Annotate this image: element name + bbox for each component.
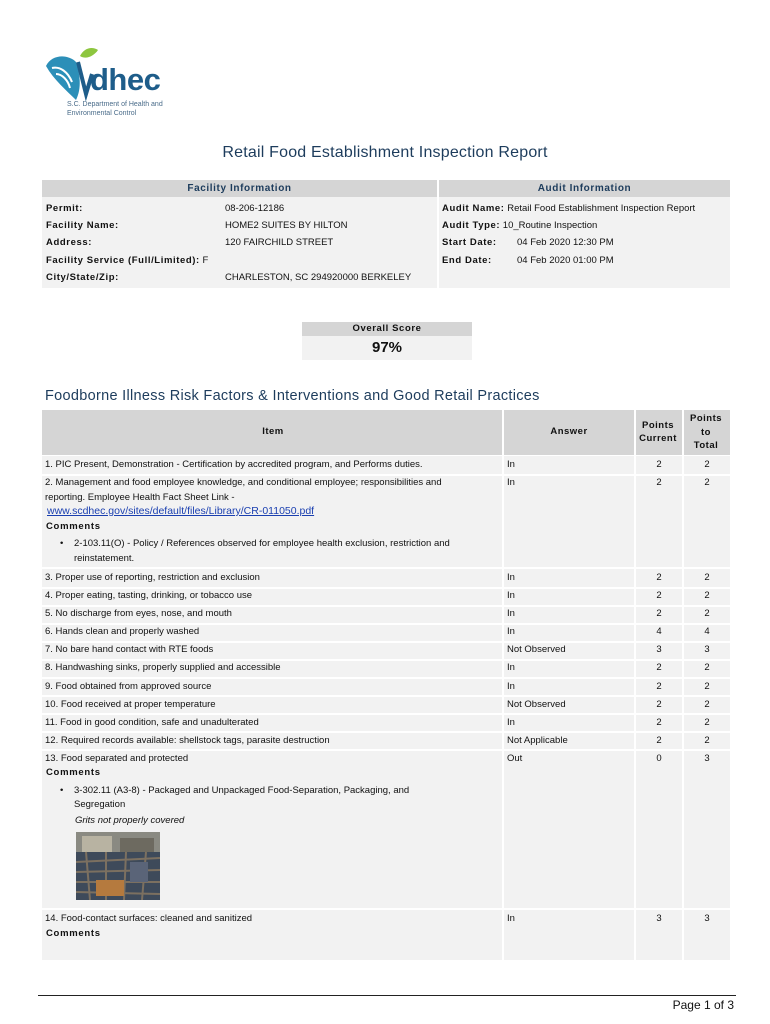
audit-name-row: Audit Name: Retail Food Establishment Inspection Report — [442, 203, 696, 214]
table-row-3-answer: In — [507, 572, 515, 583]
table-row-6-answer: In — [507, 626, 515, 637]
table-row-14-answer: In — [507, 913, 515, 924]
table-row-2-current: 2 — [656, 477, 662, 488]
row-13-comments-label: Comments — [46, 767, 101, 778]
overall-score-box — [302, 322, 472, 360]
row-14-comments-label: Comments — [46, 928, 101, 939]
table-row-2-answer: In — [507, 477, 515, 488]
table-row-10-current: 2 — [656, 699, 662, 710]
table-row-5-current: 2 — [656, 608, 662, 619]
audit-info-header: Audit Information — [439, 180, 730, 197]
facility-service-row: Facility Service (Full/Limited): F — [46, 255, 209, 266]
table-row-12-answer: Not Applicable — [507, 735, 568, 746]
table-row-2-total: 2 — [704, 477, 710, 488]
table-row-14-item: 14. Food-contact surfaces: cleaned and sanitized — [45, 913, 253, 924]
table-row-6-total: 4 — [704, 626, 710, 637]
item-column-header: Item — [262, 426, 284, 437]
audit-type-row: Audit Type: 10_Routine Inspection — [442, 220, 598, 231]
row-13-note: Grits not properly covered — [75, 815, 185, 826]
table-row-9-total: 2 — [704, 681, 710, 692]
city-state-zip-value: CHARLESTON, SC 294920000 BERKELEY — [225, 272, 412, 283]
table-row-14-total: 3 — [704, 913, 710, 924]
address-value: 120 FAIRCHILD STREET — [225, 237, 334, 248]
logo-subtitle: S.C. Department of Health and Environmental Control — [67, 101, 163, 117]
table-row-2-item: 2. Management and food employee knowledge, and conditional employee; responsibilities and reporting. Employee Health Fact Sheet Link - — [45, 477, 442, 503]
table-row-3-current: 2 — [656, 572, 662, 583]
table-row-1-total: 2 — [704, 459, 710, 470]
employee-health-fact-sheet-link[interactable]: www.scdhec.gov/sites/default/files/Library/CR-011050.pdf — [47, 505, 315, 517]
answer-column-header: Answer — [550, 426, 588, 437]
address-label: Address: — [46, 237, 92, 248]
end-date-label: End Date: — [442, 255, 492, 266]
table-row-4-item: 4. Proper eating, tasting, drinking, or tobacco use — [45, 590, 253, 601]
table-row-1-current: 2 — [656, 459, 662, 470]
table-row-12-total: 2 — [704, 735, 710, 746]
table-row-12-current: 2 — [656, 735, 662, 746]
table-row-4-total: 2 — [704, 590, 710, 601]
table-row-5-item: 5. No discharge from eyes, nose, and mouth — [45, 608, 232, 619]
table-row-9-answer: In — [507, 681, 515, 692]
permit-value: 08-206-12186 — [225, 203, 285, 214]
table-row-11-current: 2 — [656, 717, 662, 728]
table-row-1-item: 1. PIC Present, Demonstration - Certification by accredited program, and Performs duties. — [45, 459, 423, 470]
table-row-9-item: 9. Food obtained from approved source — [45, 681, 212, 692]
facility-name-label: Facility Name: — [46, 220, 119, 231]
table-row-10-total: 2 — [704, 699, 710, 710]
section-title: Foodborne Illness Risk Factors & Interventions and Good Retail Practices — [45, 388, 540, 404]
facility-name-value: HOME2 SUITES BY HILTON — [225, 220, 348, 231]
footer-divider — [38, 995, 736, 996]
table-row-5-total: 2 — [704, 608, 710, 619]
table-row-8-total: 2 — [704, 662, 710, 673]
info-panel — [42, 180, 730, 288]
city-state-zip-label: City/State/Zip: — [46, 272, 119, 283]
table-row-13-answer: Out — [507, 753, 523, 764]
points-total-header: Points to Total — [689, 413, 723, 451]
table-row-1-answer: In — [507, 459, 515, 470]
facility-info-header: Facility Information — [42, 180, 437, 197]
table-row-7-answer: Not Observed — [507, 644, 566, 655]
table-row-7-item: 7. No bare hand contact with RTE foods — [45, 644, 214, 655]
table-row-6-item: 6. Hands clean and properly washed — [45, 626, 200, 637]
table-row-3-item: 3. Proper use of reporting, restriction and exclusion — [45, 572, 260, 583]
table-row-4-current: 2 — [656, 590, 662, 601]
start-date-label: Start Date: — [442, 237, 497, 248]
table-row-7-current: 3 — [656, 644, 662, 655]
table-row-13-total: 3 — [704, 753, 710, 764]
start-date-value: 04 Feb 2020 12:30 PM — [517, 237, 614, 248]
table-row-8-answer: In — [507, 662, 515, 673]
table-row-10-item: 10. Food received at proper temperature — [45, 699, 216, 710]
permit-label: Permit: — [46, 203, 83, 214]
table-row-13-item: 13. Food separated and protected — [45, 753, 189, 764]
table-row-9-current: 2 — [656, 681, 662, 692]
table-row-10-answer: Not Observed — [507, 699, 566, 710]
table-row-6-current: 4 — [656, 626, 662, 637]
table-header — [42, 410, 730, 455]
table-row-7-total: 3 — [704, 644, 710, 655]
row-2-comments-label: Comments — [46, 521, 101, 532]
table-row-3-total: 2 — [704, 572, 710, 583]
end-date-value: 04 Feb 2020 01:00 PM — [517, 255, 614, 266]
table-row-4-answer: In — [507, 590, 515, 601]
table-row-11-answer: In — [507, 717, 515, 728]
overall-score-label: Overall Score — [302, 322, 472, 336]
table-row-13-current: 0 — [656, 753, 662, 764]
table-row-8-item: 8. Handwashing sinks, properly supplied and accessible — [45, 662, 281, 673]
report-title: Retail Food Establishment Inspection Report — [222, 144, 548, 161]
table-row-8-current: 2 — [656, 662, 662, 673]
table-row-11-total: 2 — [704, 717, 710, 728]
logo-wordmark: dhec — [90, 62, 161, 97]
overall-score-value: 97% — [302, 336, 472, 360]
points-current-header: Points Current — [639, 420, 677, 444]
table-row-14-current: 3 — [656, 913, 662, 924]
page-number: Page 1 of 3 — [672, 998, 734, 1012]
table-row-11-item: 11. Food in good condition, safe and unadulterated — [45, 717, 259, 728]
inspection-photo[interactable] — [76, 832, 160, 900]
table-row-5-answer: In — [507, 608, 515, 619]
table-row-12-item: 12. Required records available: shellstock tags, parasite destruction — [45, 735, 330, 746]
